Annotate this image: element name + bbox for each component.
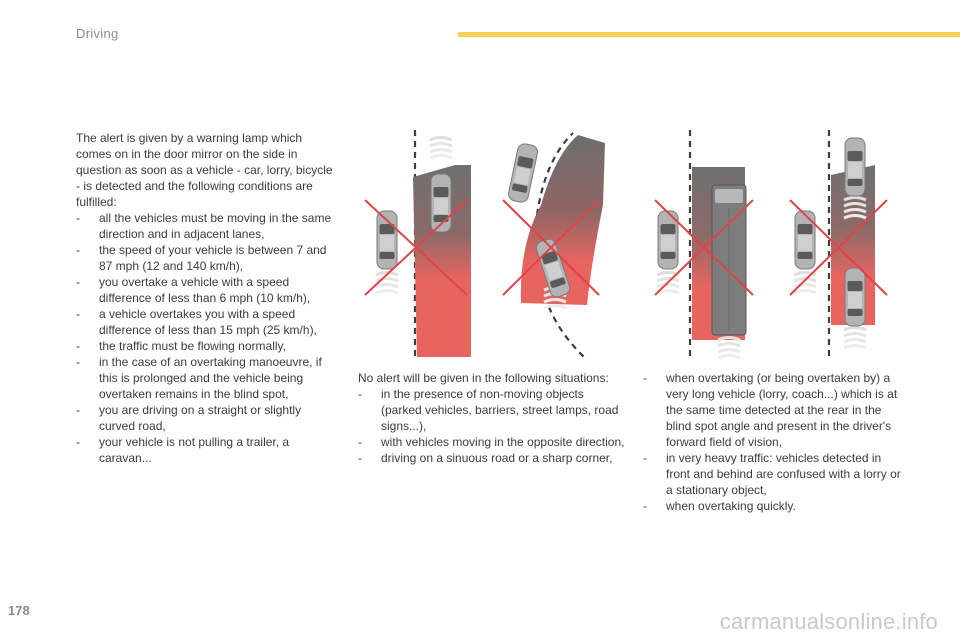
list-item: - driving on a sinuous road or a sharp corner, (358, 450, 626, 466)
list-item: - a vehicle overtakes you with a speed difference of less than 15 mph (25 km/h), (76, 306, 338, 338)
list-item: - in very heavy traffic: vehicles detected in front and behind are confused with a lorry or a stationary object, (643, 450, 905, 498)
list-item: - when overtaking (or being overtaken by) a very long vehicle (lorry, coach...) which is at the same time detected at the rear in the blind spot angle and present in the driver's forward field of vision, (643, 370, 905, 450)
list-item: - the traffic must be flowing normally, (76, 338, 338, 354)
list-item: - you are driving on a straight or slightly curved road, (76, 402, 338, 434)
list-item: - the speed of your vehicle is between 7 and 87 mph (12 and 140 km/h), (76, 242, 338, 274)
list-item: - when overtaking quickly. (643, 498, 905, 514)
list-item: - in the case of an overtaking manoeuvre, if this is prolonged and the vehicle being overtaken remains in the blind spot, (76, 354, 338, 402)
alert-conditions-list (76, 210, 338, 466)
no-alert-column (358, 370, 626, 466)
page-number: 178 (8, 603, 30, 618)
list-item: - with vehicles moving in the opposite direction, (358, 434, 626, 450)
watermark: carmanualsonline.info (719, 609, 938, 634)
no-alert-list-continued (643, 370, 905, 514)
list-item: - you overtake a vehicle with a speed difference of less than 6 mph (10 km/h), (76, 274, 338, 306)
scenario-long-vehicle (655, 130, 753, 360)
scenario-straight-road (365, 130, 471, 360)
section-title: Driving (76, 26, 119, 41)
list-item: - all the vehicles must be moving in the same direction and in adjacent lanes, (76, 210, 338, 242)
scenario-heavy-traffic (790, 130, 887, 360)
no-alert-list (358, 386, 626, 466)
alert-conditions-column (76, 130, 338, 466)
list-item: - your vehicle is not pulling a trailer, a caravan... (76, 434, 338, 466)
no-alert-continued-column (643, 370, 905, 514)
accent-bar (458, 32, 960, 37)
alert-intro: The alert is given by a warning lamp which comes on in the door mirror on the side in question as soon as a vehicle - car, lorry, bicycle - is detected and the following conditions are fulfilled: (76, 131, 333, 209)
no-alert-intro: No alert will be given in the following situations: (358, 371, 609, 385)
scenario-sharp-corner (503, 133, 605, 360)
list-item: - in the presence of non-moving objects (parked vehicles, barriers, street lamps, road signs...), (358, 386, 626, 434)
blind-spot-diagram (355, 125, 905, 365)
